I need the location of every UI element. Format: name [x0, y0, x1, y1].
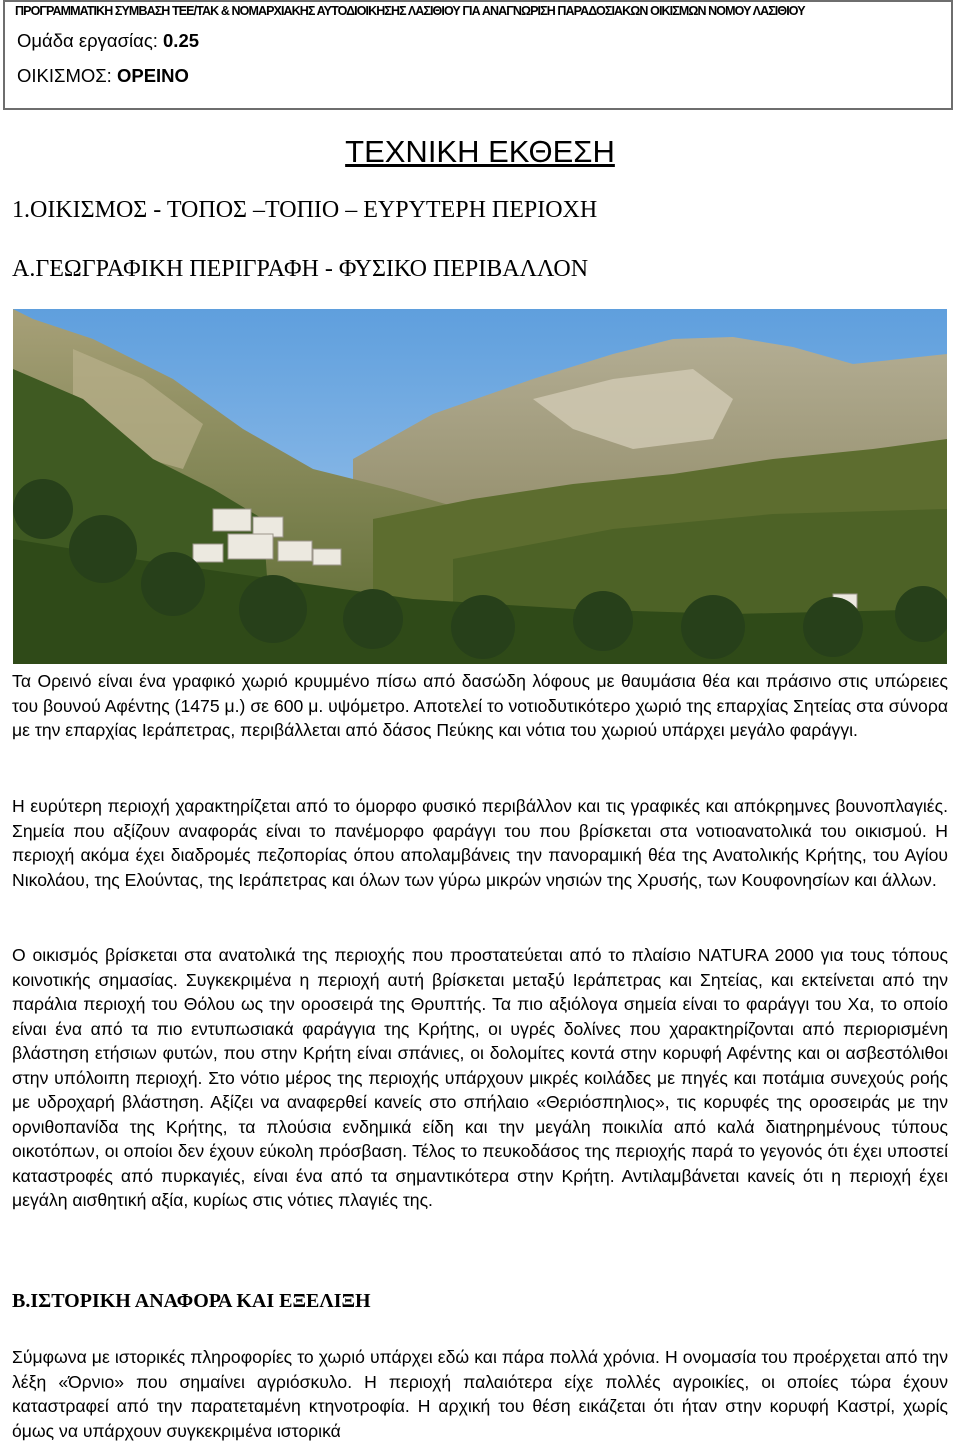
section-1-heading: 1.ΟΙΚΙΣΜΟΣ - ΤΟΠΟΣ –ΤΟΠΙΟ – ΕΥΡΥΤΕΡΗ ΠΕΡΙΟΧΗ [12, 197, 598, 223]
program-title: ΠΡΟΓΡΑΜΜΑΤΙΚΗ ΣΥΜΒΑΣΗ ΤΕΕ/ΤΑΚ & ΝΟΜΑΡΧΙΑΚΗΣ ΑΥΤΟΔΙΟΙΚΗΣΗΣ ΛΑΣΙΘΙΟΥ ΓΙΑ ΑΝΑΓΝΩΡΙΣΗ ΠΑΡΑΔΟΣΙΑΚΩΝ ΟΙΚΙΣΜΩΝ ΝΟΜΟΥ ΛΑΣΙΘΙΟΥ [15, 4, 805, 18]
settlement-line [17, 65, 189, 87]
history-paragraph: Σύμφωνα με ιστορικές πληροφορίες το χωριό υπάρχει εδώ και πάρα πολλά χρόνια. Η ονομασία του προέρχεται από την λέξη «Όρνιο» που σημαίνει αγριόσκυλο. Η περιοχή παλαιότερα είχε πολλές αγροικίες, οι οποίες τώρα έχουν καταστραφεί από την παρατεταμένη κτηνοτροφία. Η αρχική του θέση εικάζεται ότι ήταν στην κορυφή Καστρί, χωρίς όμως να υπάρχουν συγκεκριμένα ιστορικά [12, 1347, 948, 1441]
section-b-heading: Β.ΙΣΤΟΡΙΚΗ ΑΝΑΦΟΡΑ ΚΑΙ ΕΞΕΛΙΞΗ [12, 1290, 371, 1312]
settlement-value: ΟΡΕΙΝΟ [116, 65, 189, 86]
section-a-heading: Α.ΓΕΩΓΡΑΦΙΚΗ ΠΕΡΙΓΡΑΦΗ - ΦΥΣΙΚΟ ΠΕΡΙΒΑΛΛΟΝ [12, 256, 589, 282]
paragraph-1: Τα Ορεινό είναι ένα γραφικό χωριό κρυμμένο πίσω από δασώδη λόφους με θαυμάσια θέα και πράσινο στις υπώρειες του βουνού Αφέντης (1475 μ.) σε 600 μ. υψόμετρο. Αποτελεί το νοτιοδυτικότερο χωριό της επαρχίας Σητείας στα σύνορα με την επαρχίας Ιεράπετρας, περιβάλλεται από δάσος Πεύκης και νότια του χωριού υπάρχει μεγάλο φαράγγι. [12, 671, 948, 740]
working-group-label: Ομάδα εργασίας: [17, 30, 164, 51]
paragraph-2: Η ευρύτερη περιοχή χαρακτηρίζεται από το όμορφο φυσικό περιβάλλον και τις γραφικές και απόκρημνες βουνοπλαγιές. Σημεία που αξίζουν αναφοράς είναι το πανέμορφο φαράγγι του που βρίσκεται στα νοτιοανατολικά του οικισμού. Η περιοχή ακόμα έχει διαδρομές πεζοπορίας όπου απολαμβάνεις την πανοραμική θέα της Ανατολικής Κρήτης, του Αγίου Νικολάου, της Ελούντας, της Ιεράπετρας και όλων των γύρω μικρών νησιών της Χρυσής, των Κουφονησίων και άλλων. [12, 796, 948, 890]
report-title: ΤΕΧΝΙΚΗ ΕΚΘΕΣΗ [345, 134, 615, 169]
working-group-value: 0.25 [163, 30, 200, 51]
working-group-line [17, 30, 199, 52]
village-landscape-photo [13, 309, 947, 664]
header-box [3, 0, 953, 110]
settlement-label: ΟΙΚΙΣΜΟΣ: [17, 65, 117, 86]
paragraph-3: Ο οικισμός βρίσκεται στα ανατολικά της περιοχής που προστατεύεται από το πλαίσιο NATURA 2000 για τους τόπους κοινοτικής σημασίας. Συγκεκριμένα η περιοχή αυτή βρίσκεται μεταξύ Ιεράπετρας και Σητείας, και εκτείνεται από την παράλια περιοχή του Θόλου ως την οροσειρά της Θρυπτής. Τα πιο αξιόλογα σημεία είναι το φαράγγι του Χα, το οποίο είναι ένα από τα πιο εντυπωσιακά φαράγγια της Κρήτης, οι υγρές δολίνες που χαρακτηρίζονται από περιορισμένη βλάστηση ετήσιων φυτών, που στην Κρήτη είναι σπάνιες, οι δολομίτες κοντά στην κορυφή Αφέντης και οι ασβεστόλιθοι στην υπόλοιπη περιοχή. Στο νότιο μέρος της περιοχής υπάρχουν μικρές κοιλάδες με πηγές και ποτάμια συνεχούς ροής με υδροχαρή βλάστηση. Αξίζει να αναφερθεί κανείς στο σπήλαιο «Θεριόσπηλιος», τις κορυφές της οροσειράς με την ορνιθοπανίδα της Κρήτης, τα πλούσια ενδημικά είδη και την μεγάλη ποικιλία από καλά διατηρημένους τύπους οικοτόπων, οι οποίοι δεν έχουν εύκολη πρόσβαση. Τέλος το πευκοδάσος της περιοχής παρά το γεγονός ότι έχει υποστεί καταστροφές από πυρκαγιές, είναι ένα από τα σημαντικότερα στην Κρήτη. Αντιλαμβάνεται κανείς ότι η περιοχή έχει μεγάλη αισθητική αξία, κυρίως στις νότιες πλαγιές της. [12, 945, 948, 1210]
